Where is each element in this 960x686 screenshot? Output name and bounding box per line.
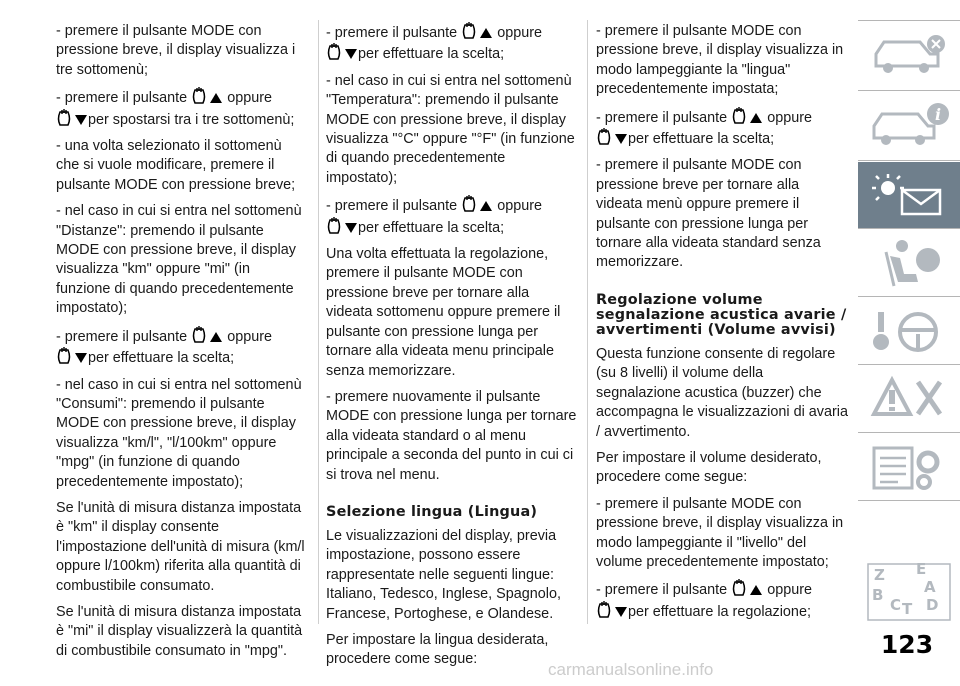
column-divider	[587, 20, 588, 624]
paragraph-text: oppure	[497, 25, 542, 41]
paragraph: - una volta selezionato il sottomenù che si vuole modificare, premere il pulsante MODE con pressione breve;	[56, 138, 296, 193]
paragraph-text: per effettuare la scelta;	[88, 350, 235, 367]
paragraph-text: per effettuare la scelta;	[358, 46, 505, 63]
service-list-gears-icon	[858, 434, 960, 500]
paragraph: Le visualizzazioni del display, previa impostazione, possono essere rappresentate nelle seguenti lingue: Italiano, Tedesco, Inglese, Spagnolo, Francese, Portoghese, e Olandese.	[326, 527, 561, 622]
starting-driving-tab[interactable]	[858, 298, 960, 364]
paragraph: - nel caso in cui si entra nel sottomenù "Consumi": premendo il pulsante MODE con pressione breve, il display visualizza "km/l", "l/100km" oppure "mpg" (in funzione di quando precedentemente impostato);	[56, 376, 302, 490]
index-letter: C	[890, 596, 902, 614]
mode-button-icon	[56, 109, 74, 126]
triangle-up-icon	[479, 27, 493, 39]
index-letter: E	[916, 560, 927, 578]
column-divider	[318, 20, 319, 624]
paragraph-text: - premere il pulsante	[56, 328, 188, 345]
page-number: 123	[880, 630, 934, 659]
column-3	[596, 22, 848, 629]
paragraph-text: - premere il pulsante	[596, 582, 728, 599]
paragraph: - nel caso in cui si entra nel sottomenù "Temperatura": premendo il pulsante MODE con pressione breve, il display visualizza "°C" oppure "°F" (in funzione di quando precedentemente impostato);	[326, 72, 575, 186]
tab-divider	[858, 432, 960, 433]
tab-divider	[858, 296, 960, 297]
triangle-up-icon	[479, 200, 493, 212]
triangle-up-icon	[209, 92, 223, 104]
index-letter: D	[926, 596, 939, 614]
column-1	[56, 22, 308, 668]
paragraph-text: - premere il pulsante	[596, 109, 728, 126]
tab-divider	[858, 20, 960, 21]
paragraph: - premere nuovamente il pulsante MODE con pressione lunga per tornare alla videata standard o al menu principale a seconda del punto in cui ci si trova nel menu.	[326, 388, 577, 483]
car-info-tab[interactable]	[858, 22, 960, 88]
paragraph: Una volta effettuata la regolazione, premere il pulsante MODE con pressione breve per tornare alla videata sottomenu oppure premere il pulsante con pressione lunga per tornare alla videata menu principale senza memorizzare.	[326, 246, 561, 379]
triangle-tools-icon	[858, 366, 960, 432]
triangle-down-icon	[614, 606, 628, 618]
triangle-down-icon	[344, 48, 358, 60]
mode-button-icon	[191, 326, 209, 343]
mode-button-icon	[326, 217, 344, 234]
alphabet-index-icon	[858, 558, 960, 624]
paragraph-text: oppure	[497, 198, 542, 215]
paragraph-text: per effettuare la scelta;	[358, 219, 505, 236]
paragraph-buttons	[56, 87, 308, 130]
paragraph-text: oppure	[227, 90, 272, 107]
mode-button-icon	[596, 601, 614, 618]
mode-button-icon	[461, 195, 479, 212]
watermark: carmanualsonline.info	[548, 660, 714, 679]
index-tab[interactable]	[858, 558, 960, 624]
seat-airbag-icon	[858, 230, 960, 296]
paragraph: - premere il pulsante MODE con pressione breve per tornare alla videata menù oppure premere il pulsante con pressione lunga per tornare alla videata standard senza memorizzare.	[596, 157, 821, 271]
paragraph-text: per spostarsi tra i tre sottomenù;	[88, 111, 295, 128]
triangle-down-icon	[344, 222, 358, 234]
mode-button-icon	[731, 579, 749, 596]
tab-divider	[858, 500, 960, 501]
maintenance-tab[interactable]	[858, 434, 960, 500]
paragraph-buttons	[56, 326, 308, 369]
mode-button-icon	[461, 22, 479, 39]
paragraph-text: - premere il pulsante	[326, 25, 458, 41]
paragraph-buttons	[596, 579, 848, 622]
index-letter: A	[924, 578, 936, 596]
paragraph: - premere il pulsante MODE con pressione breve, il display visualizza in modo lampeggiante il "livello" del volume precedentemente impostato;	[596, 495, 844, 570]
svg-text:i: i	[934, 105, 942, 124]
index-letter: B	[872, 586, 884, 604]
section-heading: Selezione lingua (Lingua)	[326, 503, 538, 520]
triangle-down-icon	[74, 114, 88, 126]
index-letter: T	[902, 600, 913, 618]
car-info-tab-2[interactable]	[858, 92, 960, 158]
paragraph-text: - premere il pulsante	[56, 90, 188, 107]
mode-button-icon	[56, 347, 74, 364]
tab-divider	[858, 228, 960, 229]
tab-divider	[858, 364, 960, 365]
triangle-up-icon	[749, 584, 763, 596]
index-letter: Z	[874, 566, 885, 584]
paragraph: Per impostare la lingua desiderata, procedere come segue:	[326, 631, 549, 668]
paragraph-buttons	[326, 22, 578, 65]
paragraph: - nel caso in cui si entra nel sottomenù "Distanze": premendo il pulsante MODE con pressione breve, il display visualizza "km" oppure "mi" (in funzione di quando precedentemente impostato);	[56, 203, 302, 317]
mode-button-icon	[731, 107, 749, 124]
paragraph: Se l'unità di misura distanza impostata è "mi" il display visualizzerà la quantità di combustibile consumato in "mpg".	[56, 603, 303, 659]
paragraph: Se l'unità di misura distanza impostata è "km" il display consente l'impostazione dell'unità di misura (km/l oppure l/100km) riferita alla quantità di combustibile consumato.	[56, 499, 305, 594]
column-2	[326, 22, 578, 677]
warning-light-envelope-icon	[858, 162, 960, 228]
car-dashboard-icon	[858, 22, 960, 88]
paragraph-text: oppure	[767, 109, 812, 126]
triangle-up-icon	[749, 112, 763, 124]
section-heading: Regolazione volume segnalazione acustica avarie / avvertimenti (Volume avvisi)	[596, 291, 847, 338]
key-steering-wheel-icon	[858, 298, 960, 364]
emergency-tab[interactable]	[858, 366, 960, 432]
triangle-down-icon	[614, 133, 628, 145]
tab-divider	[858, 90, 960, 91]
mode-button-icon	[326, 43, 344, 60]
safety-tab[interactable]	[858, 230, 960, 296]
paragraph: - premere il pulsante MODE con pressione breve, il display visualizza i tre sottomenù;	[56, 23, 296, 78]
car-info-icon	[858, 92, 960, 158]
dashboard-lights-tab[interactable]	[858, 162, 960, 228]
triangle-up-icon	[209, 331, 223, 343]
paragraph: Per impostare il volume desiderato, procedere come segue:	[596, 449, 822, 486]
paragraph: - premere il pulsante MODE con pressione breve, il display visualizza in modo lampeggiante la "lingua" precedentemente impostata;	[596, 23, 844, 98]
mode-button-icon	[191, 87, 209, 104]
paragraph-text: oppure	[767, 582, 812, 599]
paragraph-text: per effettuare la regolazione;	[628, 603, 811, 620]
tab-divider	[858, 160, 960, 161]
paragraph-text: per effettuare la scelta;	[628, 131, 775, 148]
triangle-down-icon	[74, 352, 88, 364]
paragraph-text: oppure	[227, 328, 272, 345]
mode-button-icon	[596, 128, 614, 145]
paragraph: Questa funzione consente di regolare (su 8 livelli) il volume della segnalazione acustica (buzzer) che accompagna le visualizzazioni di avaria / avvertimento.	[596, 345, 848, 440]
paragraph-text: - premere il pulsante	[326, 198, 458, 215]
paragraph-buttons	[596, 107, 848, 150]
paragraph-buttons	[326, 195, 578, 238]
